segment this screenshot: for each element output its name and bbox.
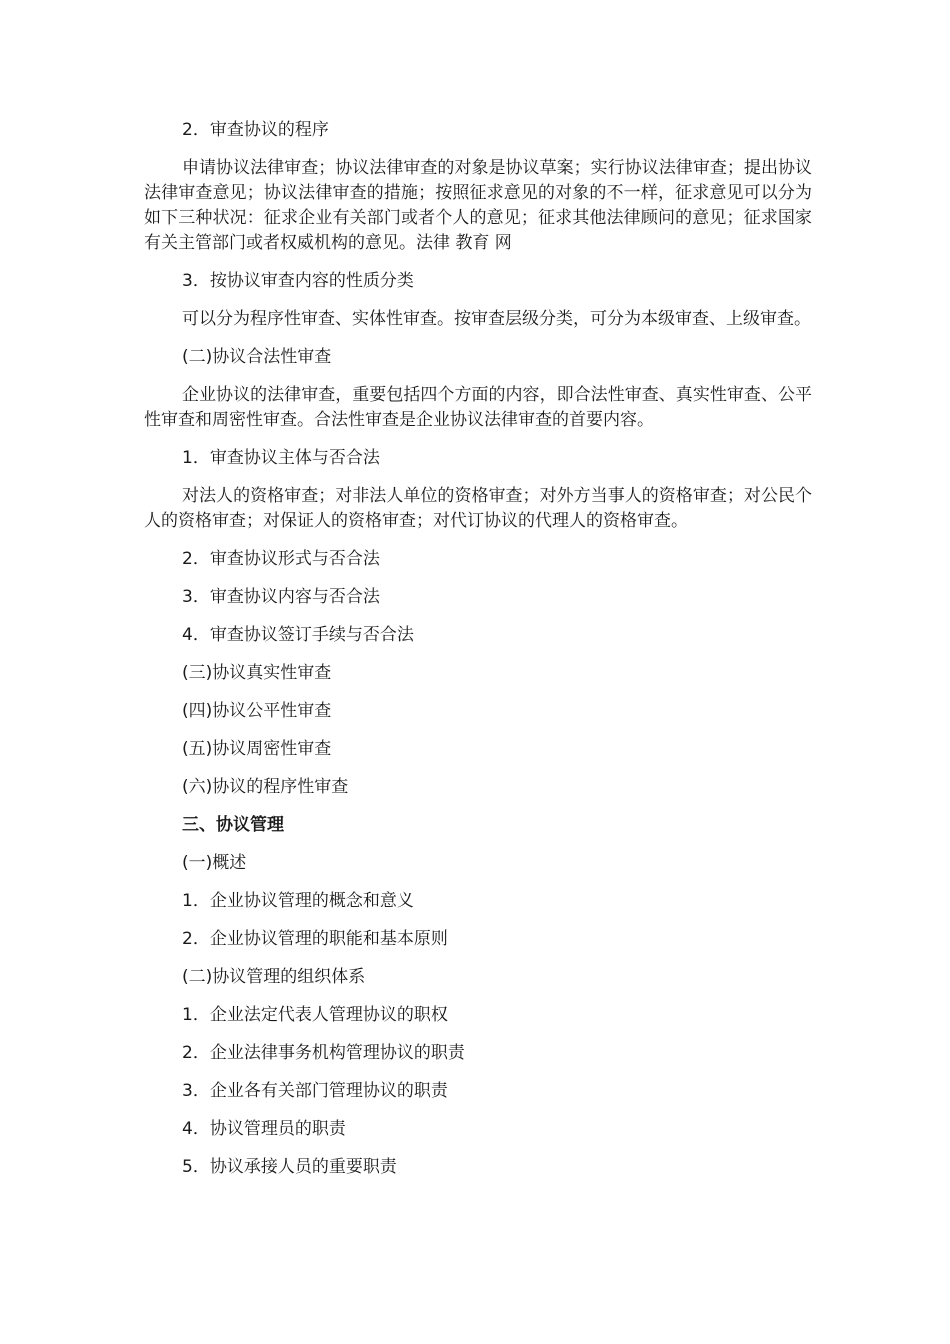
section-procedural-review: (六)协议的程序性审查 bbox=[182, 777, 349, 797]
body-legality-review: 企业协议的法律审查，重要包括四个方面的内容，即合法性审查、真实性审查、公平性审查和周密性审查。合法性审查是企业协议法律审查的首要内容。 bbox=[144, 385, 812, 430]
item-content-legality: 3．审查协议内容与否合法 bbox=[182, 587, 380, 607]
body-subject-legality: 对法人的资格审查；对非法人单位的资格审查；对外方当事人的资格审查；对公民个人的资格审查；对保证人的资格审查；对代订协议的代理人的资格审查。 bbox=[144, 486, 812, 531]
section-fairness-review: (四)协议公平性审查 bbox=[182, 701, 332, 721]
section-organization-system: (二)协议管理的组织体系 bbox=[182, 967, 366, 987]
body-classification: 可以分为程序性审查、实体性审查。按审查层级分类，可分为本级审查、上级审查。 bbox=[182, 309, 811, 329]
section-legality-review: (二)协议合法性审查 bbox=[182, 347, 332, 367]
item-concept-meaning: 1．企业协议管理的概念和意义 bbox=[182, 891, 414, 911]
chapter-contract-management: 三、协议管理 bbox=[182, 815, 284, 835]
document-page bbox=[144, 118, 812, 1193]
body-procedure: 申请协议法律审查；协议法律审查的对象是协议草案；实行协议法律审查；提出协议法律审查意见；协议法律审查的措施；按照征求意见的对象的不一样，征求意见可以分为如下三种状况：征求企业有关部门或者个人的意见；征求其他法律顾问的意见；征求国家有关主管部门或者权威机构的意见。法律 教育 网 bbox=[144, 158, 812, 253]
item-functions-principles: 2．企业协议管理的职能和基本原则 bbox=[182, 929, 448, 949]
item-subject-legality: 1．审查协议主体与否合法 bbox=[182, 448, 380, 468]
item-legal-rep-powers: 1．企业法定代表人管理协议的职权 bbox=[182, 1005, 448, 1025]
item-manager-duties: 4．协议管理员的职责 bbox=[182, 1119, 346, 1139]
section-authenticity-review: (三)协议真实性审查 bbox=[182, 663, 332, 683]
item-legal-dept-duties: 2．企业法律事务机构管理协议的职责 bbox=[182, 1043, 465, 1063]
section-overview: (一)概述 bbox=[182, 853, 247, 873]
item-undertaker-duties: 5．协议承接人员的重要职责 bbox=[182, 1157, 397, 1177]
section-thoroughness-review: (五)协议周密性审查 bbox=[182, 739, 332, 759]
heading-classification: 3．按协议审查内容的性质分类 bbox=[182, 271, 414, 291]
item-departments-duties: 3．企业各有关部门管理协议的职责 bbox=[182, 1081, 448, 1101]
item-form-legality: 2．审查协议形式与否合法 bbox=[182, 549, 380, 569]
heading-procedure: 2．审查协议的程序 bbox=[182, 120, 329, 140]
item-signing-legality: 4．审查协议签订手续与否合法 bbox=[182, 625, 414, 645]
